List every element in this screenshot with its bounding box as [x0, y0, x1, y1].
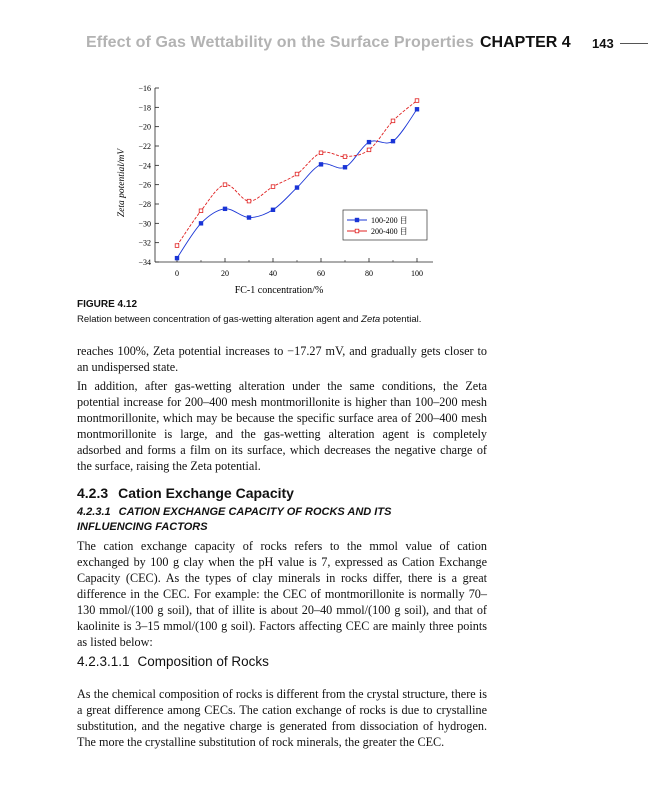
data-point: [415, 99, 419, 103]
y-tick-label: −34: [138, 258, 151, 267]
x-axis-label: FC-1 concentration/%: [234, 285, 324, 296]
data-point: [319, 151, 323, 155]
x-tick-label: 100: [411, 269, 423, 278]
x-tick-label: 60: [317, 269, 325, 278]
data-point: [295, 172, 299, 176]
x-tick-label: 40: [269, 269, 277, 278]
subsection-number: 4.2.3.1: [77, 506, 111, 518]
legend-marker: [355, 229, 359, 233]
x-tick-label: 20: [221, 269, 229, 278]
y-tick-label: −16: [138, 84, 151, 93]
y-tick-label: −28: [138, 200, 151, 209]
y-tick-label: −32: [138, 238, 151, 248]
header-rule: [620, 43, 648, 44]
data-point: [367, 140, 371, 144]
data-point: [343, 155, 347, 159]
page-number: 143: [592, 36, 614, 51]
data-point: [199, 209, 203, 213]
section-number: 4.2.3: [77, 485, 109, 501]
y-tick-label: −20: [138, 122, 151, 132]
subsubsection-title: Composition of Rocks: [137, 654, 269, 669]
y-tick-label: −18: [138, 103, 151, 113]
data-point: [175, 256, 179, 260]
y-axis-label: Zeta potential/mV: [117, 148, 127, 218]
data-point: [247, 199, 251, 203]
data-point: [175, 244, 179, 248]
x-tick-label: 0: [175, 269, 179, 278]
legend-label: 200-400 目: [371, 227, 408, 236]
y-tick-label: −24: [138, 161, 151, 171]
caption-text-post: potential.: [380, 314, 422, 325]
figure-caption: [77, 314, 421, 325]
subsubsection-heading: [77, 654, 269, 669]
section-title: Cation Exchange Capacity: [118, 485, 294, 501]
data-point: [367, 148, 371, 152]
zeta-potential-chart: [105, 78, 445, 298]
data-point: [271, 185, 275, 189]
subsection-heading: [77, 505, 457, 535]
paragraph-cec-definition: The cation exchange capacity of rocks refers to the mmol value of cation exchanged by 100 g clay when the pH value is 7, expressed as Cation Exchange Capacity (CEC). As the types of clay minerals in rocks differ, there is a great difference in the CEC. For example: the CEC of montmorillonite is normally 70–130 mmol/(100 g soil), that of illite is about 20–40 mmol/(100 g soil), and that of kaolinite is 3–15 mmol/(100 g soil). Factors affecting CEC are mainly three points as listed below:: [77, 539, 487, 649]
data-point: [391, 119, 395, 123]
y-tick-label: −30: [138, 219, 151, 229]
running-header-chapter: CHAPTER 4: [480, 34, 571, 51]
caption-text-italic: Zeta: [361, 314, 381, 325]
x-tick-label: 80: [365, 269, 373, 278]
data-point: [271, 208, 275, 212]
paragraph-mesh-comparison: In addition, after gas-wetting alteration under the same conditions, the Zeta potential increase for 200–400 mesh montmorillonite is higher than 100–200 mesh montmorillonite, which may be because the specific surface area of 200–400 mesh montmorillonite is large, and the gas-wetting alteration agent is completely adsorbed and forms a film on its surface, which decreases the negative charge of the surface, raising the Zeta potential.: [77, 379, 487, 473]
data-point: [247, 216, 251, 220]
data-point: [295, 186, 299, 190]
y-tick-label: −22: [138, 142, 151, 151]
data-point: [415, 107, 419, 111]
y-tick-label: −26: [138, 180, 151, 190]
data-point: [391, 139, 395, 143]
data-point: [319, 163, 323, 167]
caption-text-pre: Relation between concentration of gas-wetting alteration agent and: [77, 314, 362, 325]
data-point: [199, 222, 203, 226]
legend-marker: [355, 218, 359, 222]
running-header-title: Effect of Gas Wettability on the Surface Properties: [86, 34, 474, 51]
figure-label: FIGURE 4.12: [77, 299, 138, 310]
data-point: [343, 165, 347, 169]
paragraph-zeta-increase: reaches 100%, Zeta potential increases to −17.27 mV, and gradually gets closer to an undispersed state.: [77, 344, 487, 374]
data-point: [223, 183, 227, 187]
section-heading: [77, 485, 294, 501]
data-point: [223, 207, 227, 211]
subsubsection-number: 4.2.3.1.1: [77, 654, 130, 669]
legend-label: 100-200 目: [371, 216, 408, 225]
paragraph-rock-composition: As the chemical composition of rocks is different from the crystal structure, there is a great difference among CECs. The cation exchange of rocks is due to crystalline substitution, and the negative charge is generated from dissociation of hydrogen. The more the crystalline substitution of rock minerals, the greater the CEC.: [77, 687, 487, 749]
subsection-title: CATION EXCHANGE CAPACITY OF ROCKS AND ITS INFLUENCING FACTORS: [77, 506, 392, 533]
chart-legend: [343, 210, 427, 240]
